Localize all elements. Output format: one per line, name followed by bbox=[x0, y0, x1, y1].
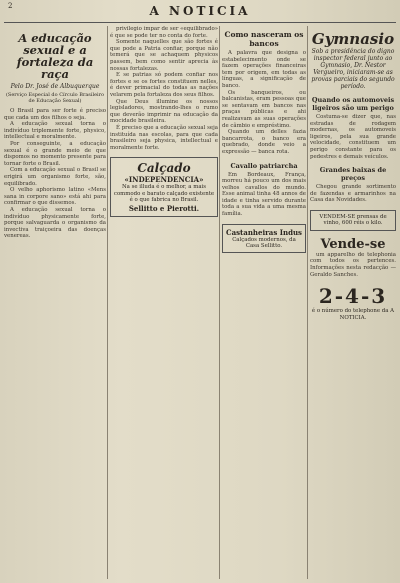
column-divider bbox=[107, 26, 108, 579]
column-divider bbox=[307, 26, 308, 579]
column-2 bbox=[110, 26, 218, 579]
paragraph: Por conseguinte, a educação sexual é o grande meio de que dispomos no momento presente para tornar forte o Brasil. bbox=[4, 140, 106, 167]
advert-box bbox=[110, 157, 218, 216]
paragraph: A palavra que designa o estabelecimento onde se fazem operações financeiras tem por origem, em todas as línguas, a significação de banco. bbox=[222, 50, 306, 89]
column-3 bbox=[222, 26, 306, 579]
paragraph: Que Deus illumine os nossos legisladores, mostrando-lhes o rumo que deverão imprimir na educação da mocidade brasileira. bbox=[110, 98, 218, 125]
paragraph: Somente naquelles que são fortes é que pode a Patria confiar, porque não temerá que se achaquem physicos passem, bem como sentir aprecia às nossas fortalezas. bbox=[110, 39, 218, 72]
paragraph: O Brasil para ser forte é preciso que cada um dos filhos o seja. bbox=[4, 108, 106, 121]
page-number: 2 bbox=[8, 2, 13, 10]
advert-title: Calçado bbox=[137, 161, 191, 176]
advert-body: Calçados modernos, da Casa Sellitto. bbox=[232, 236, 296, 250]
column-divider bbox=[219, 26, 220, 579]
paragraph: É preciso que a educação sexual seja instituída nas escolas, para que cada brasileiro seja physica, intellectual e moralmente forte. bbox=[110, 124, 218, 151]
advert-body: VENDEM-SE prensas de vinho, 600 réis o kilo. bbox=[319, 213, 387, 227]
paragraph: A educação sexual torna o indivíduo triplemente forte, physico, intellectual e moralmente. bbox=[4, 121, 106, 141]
paragraph: Costuma-se dizer que, nas estradas de rodagem modernas, os automoveis ligeiros, pela sua grande velocidade, constituem um perigo constante para os pedestres e demais veículos. bbox=[310, 114, 396, 160]
paragraph: Com a educação sexual o Brasil se erigirá um organismo forte, são, equilibrado. bbox=[4, 167, 106, 187]
column-4 bbox=[310, 26, 396, 579]
advert-box bbox=[222, 224, 306, 254]
article-subtitle: Sob a presidência do digno inspector federal junto ao Gymnasio, Dr. Nestor Vergueiro, iniciaram-se as provas parciais do segundo período. bbox=[311, 48, 395, 90]
paragraph: Chegou grande sortimento de fazendas e armarinhos na Casa das Novidades. bbox=[310, 184, 396, 204]
newspaper-title: A NOTICIA bbox=[149, 4, 251, 18]
paragraph: A educação sexual torna o indivíduo physicamente forte, porque salvaguarda o organismo da invectiva traiçoeira das doenças venereas. bbox=[4, 206, 106, 240]
section-heading: Grandes baixas de preços bbox=[319, 166, 387, 183]
advert-footer: Sellitto e Pierotti. bbox=[128, 203, 200, 213]
advert-body: Na se illuda é o melhor, a mais commodo e barato calçado existente é o que fabrica no Brasil. bbox=[113, 184, 215, 204]
phone-caption: é o número do telephone da A NOTICIA. bbox=[311, 308, 395, 321]
advert-title: Castanheiras Indus bbox=[226, 227, 302, 237]
paragraph: Quando um delles fazia bancarrota, o banco era quebrado, donde veio a expressão — banca rota. bbox=[222, 129, 306, 155]
paragraph: um apparelho de telephonia com todos os pertences. Informações nesta redacção — Geraldo Sanches. bbox=[310, 251, 396, 278]
paragraph: E se patrias só podem confiar nos fortes e se os fortes constituem nelles, é dever primacial do todas as nações velarem pela fortaleza dos seus filhos. bbox=[110, 72, 218, 98]
paragraph: Em Bordeaux, França, morreu há pouco um dos mais velhos cavallos do mundo. Esse animal tinha 48 annos de idade e tinha servido durante toda a sua vida a uma mesma família. bbox=[222, 171, 306, 218]
advert-box bbox=[310, 210, 396, 231]
masthead-rule bbox=[4, 22, 396, 23]
column-1 bbox=[4, 26, 106, 579]
section-heading: Quando os automoveis ligeiros são um perigo bbox=[311, 96, 395, 112]
paragraph: O velho aphorismo latino «Mens sana in corpore sano» está ahi para confirmar o que dissemos. bbox=[4, 187, 106, 207]
phone-number: 2-4-3 bbox=[318, 284, 388, 309]
section-heading: Cavallo patriarcha bbox=[230, 161, 298, 170]
article-byline: Pelo Dr. José de Albuquerque bbox=[10, 83, 100, 90]
advert-brand: «INDEPENDENCIA» bbox=[124, 175, 204, 185]
article-headline: A educação sexual e a fortaleza da raça bbox=[16, 31, 94, 81]
article-headline: Gymnasio bbox=[311, 30, 395, 48]
classified-title: Vende-se bbox=[320, 236, 386, 252]
article-subtitle: (Serviço Especial do Círculo Brasileiro de Educação Sexual) bbox=[5, 92, 105, 104]
paragraph: privilegio impar de ser «equilibrado» é que se pode ter no conta do forte. bbox=[110, 26, 218, 39]
article-headline: Como nasceram os bancos bbox=[224, 30, 304, 48]
paragraph: Os banqueiros, ou balcanistas, eram pessoas que se sentavam em bancos nas praças públicas e ahi realizavam as suas operações de câmbio e empréstimo. bbox=[222, 89, 306, 129]
